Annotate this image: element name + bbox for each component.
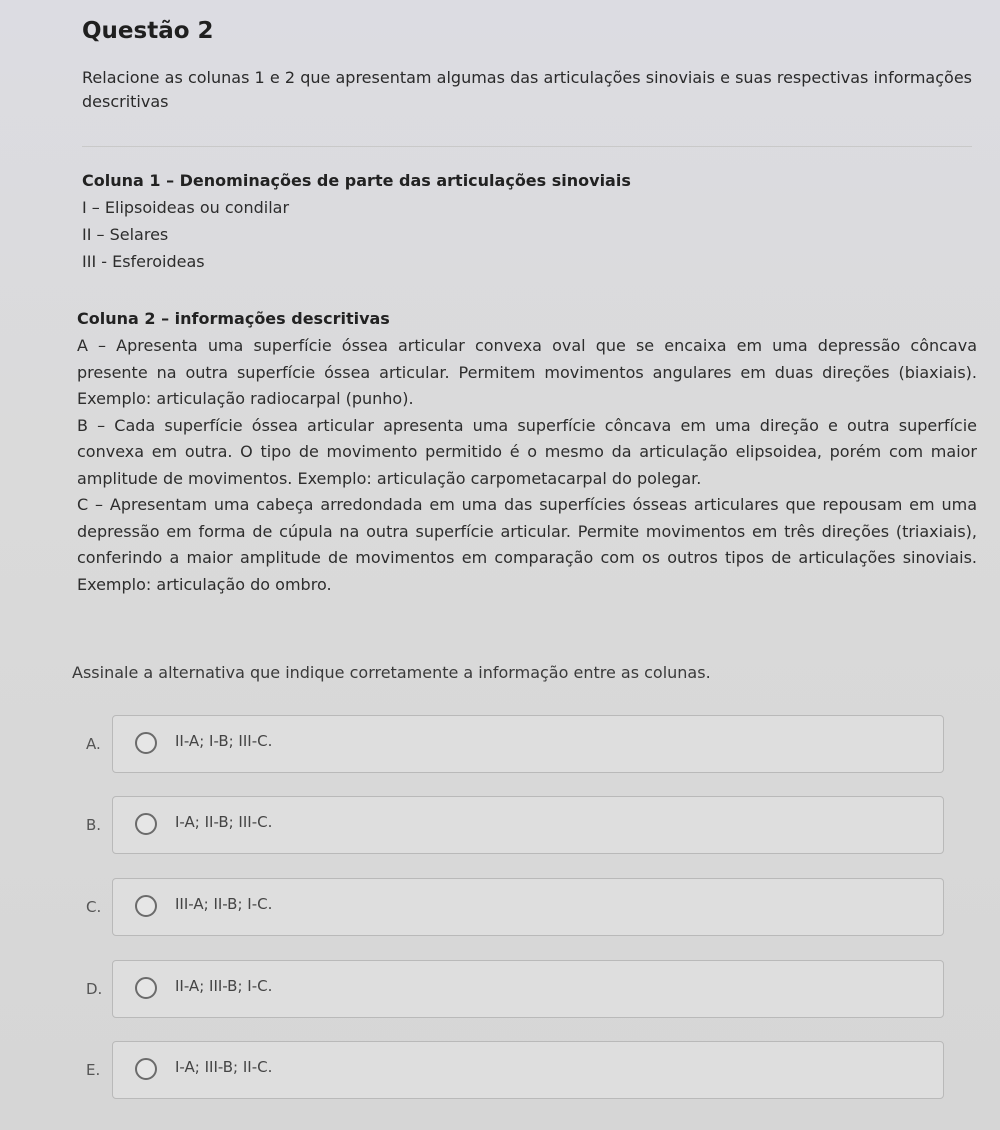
option-text: I-A; III-B; II-C. <box>175 1058 273 1076</box>
column-2 <box>77 305 977 598</box>
option-box[interactable] <box>112 715 944 773</box>
option-letter: D. <box>86 980 103 998</box>
column-2-item-a: A – Apresenta uma superfície óssea articular convexa oval que se encaixa em uma depressão côncava presente na outra superfície óssea articular. Permitem movimentos angulares em duas direções (biaxiais). Exemplo: articulação radiocarpal (punho). <box>77 336 977 408</box>
option-text: II-A; I-B; III-C. <box>175 732 273 750</box>
column-1-item: III - Esferoideas <box>82 252 205 271</box>
radio-button[interactable] <box>135 977 157 999</box>
column-1-item: II – Selares <box>82 225 169 244</box>
radio-button[interactable] <box>135 732 157 754</box>
option-letter: C. <box>86 898 102 916</box>
radio-button[interactable] <box>135 1058 157 1080</box>
column-2-item-c: C – Apresentam uma cabeça arredondada em uma das superfícies ósseas articulares que repousam em uma depressão em forma de cúpula na outra superfície articular. Permite movimentos em três direções (triaxiais), conferindo a maior amplitude de movimentos em comparação com os outros tipos de articulações sinoviais. Exemplo: articulação do ombro. <box>77 495 977 594</box>
option-text: II-A; III-B; I-C. <box>175 977 273 995</box>
option-text: I-A; II-B; III-C. <box>175 813 273 831</box>
radio-button[interactable] <box>135 813 157 835</box>
column-2-item-b: B – Cada superfície óssea articular apresenta uma superfície côncava em uma direção e outra superfície convexa em outra. O tipo de movimento permitido é o mesmo da articulação elipsoidea, porém com maior amplitude de movimentos. Exemplo: articulação carpometacarpal do polegar. <box>77 415 977 488</box>
option-box[interactable] <box>112 960 944 1018</box>
option-box[interactable] <box>112 878 944 936</box>
instruction-text: Assinale a alternativa que indique corretamente a informação entre as colunas. <box>72 663 711 682</box>
radio-button[interactable] <box>135 895 157 917</box>
column-1-heading: Coluna 1 – Denominações de parte das articulações sinoviais <box>82 171 631 190</box>
option-letter: A. <box>86 735 101 753</box>
question-statement: Relacione as colunas 1 e 2 que apresentam algumas das articulações sinoviais e suas respectivas informações descritivas <box>82 68 972 111</box>
option-box[interactable] <box>112 796 944 854</box>
option-box[interactable] <box>112 1041 944 1099</box>
option-a[interactable] <box>82 715 952 775</box>
option-letter: E. <box>86 1061 101 1079</box>
divider <box>82 146 972 147</box>
option-letter: B. <box>86 816 102 834</box>
option-e[interactable] <box>82 1041 952 1101</box>
column-1 <box>82 167 977 275</box>
option-c[interactable] <box>82 878 952 938</box>
column-2-heading: Coluna 2 – informações descritivas <box>77 309 390 328</box>
option-d[interactable] <box>82 960 952 1020</box>
option-b[interactable] <box>82 796 952 856</box>
option-text: III-A; II-B; I-C. <box>175 895 273 913</box>
column-1-item: I – Elipsoideas ou condilar <box>82 198 290 217</box>
question-title: Questão 2 <box>82 18 214 44</box>
